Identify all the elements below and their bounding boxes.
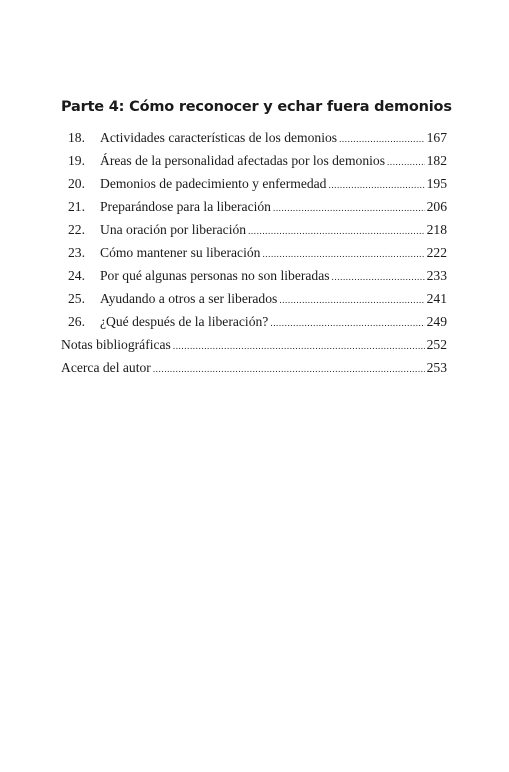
page-number: 233 xyxy=(426,268,447,283)
page-number: 195 xyxy=(426,176,447,191)
chapter-title: ¿Qué después de la liberación? xyxy=(100,314,269,329)
dot-leader xyxy=(339,128,425,151)
dot-leader xyxy=(248,220,425,243)
toc-entry-25 xyxy=(61,287,447,310)
page-number: 241 xyxy=(426,291,447,306)
table-of-contents xyxy=(61,126,447,379)
page-number: 249 xyxy=(426,314,447,329)
toc-entry-21 xyxy=(61,195,447,218)
chapter-number: 21. xyxy=(68,199,85,214)
page-number: 167 xyxy=(426,130,447,145)
page-number: 218 xyxy=(426,222,447,237)
chapter-title: Cómo mantener su liberación xyxy=(100,245,261,260)
toc-entry-20 xyxy=(61,172,447,195)
page-number: 206 xyxy=(426,199,447,214)
chapter-title: Áreas de la personalidad afectadas por los demonios xyxy=(100,153,385,168)
back-matter-title: Acerca del autor xyxy=(61,360,151,375)
toc-entry-author xyxy=(61,356,447,379)
toc-entry-18 xyxy=(61,126,447,149)
chapter-number: 20. xyxy=(68,176,85,191)
chapter-title: Preparándose para la liberación xyxy=(100,199,271,214)
toc-entry-24 xyxy=(61,264,447,287)
dot-leader xyxy=(270,312,424,335)
toc-entry-19 xyxy=(61,149,447,172)
toc-entry-notes xyxy=(61,333,447,356)
dot-leader xyxy=(273,197,425,220)
toc-entry-26 xyxy=(61,310,447,333)
chapter-title: Ayudando a otros a ser liberados xyxy=(100,291,278,306)
dot-leader xyxy=(279,289,424,312)
dot-leader xyxy=(153,358,425,381)
page-number: 253 xyxy=(426,360,447,375)
back-matter-title: Notas bibliográficas xyxy=(61,337,171,352)
page-number: 182 xyxy=(426,153,447,168)
dot-leader xyxy=(262,243,424,266)
chapter-number: 18. xyxy=(68,130,85,145)
dot-leader xyxy=(387,151,425,174)
page-number: 252 xyxy=(426,337,447,352)
chapter-number: 19. xyxy=(68,153,85,168)
chapter-title: Una oración por liberación xyxy=(100,222,247,237)
page-number: 222 xyxy=(426,245,447,260)
dot-leader xyxy=(332,266,425,289)
chapter-title: Demonios de padecimiento y enfermedad xyxy=(100,176,327,191)
chapter-number: 26. xyxy=(68,314,85,329)
part-heading: Parte 4: Cómo reconocer y echar fuera demonios xyxy=(61,99,452,115)
chapter-title: Actividades características de los demonios xyxy=(100,130,338,145)
dot-leader xyxy=(173,335,425,358)
chapter-number: 22. xyxy=(68,222,85,237)
chapter-title: Por qué algunas personas no son liberadas xyxy=(100,268,330,283)
chapter-number: 25. xyxy=(68,291,85,306)
toc-entry-23 xyxy=(61,241,447,264)
chapter-number: 23. xyxy=(68,245,85,260)
dot-leader xyxy=(328,174,424,197)
chapter-number: 24. xyxy=(68,268,85,283)
toc-entry-22 xyxy=(61,218,447,241)
